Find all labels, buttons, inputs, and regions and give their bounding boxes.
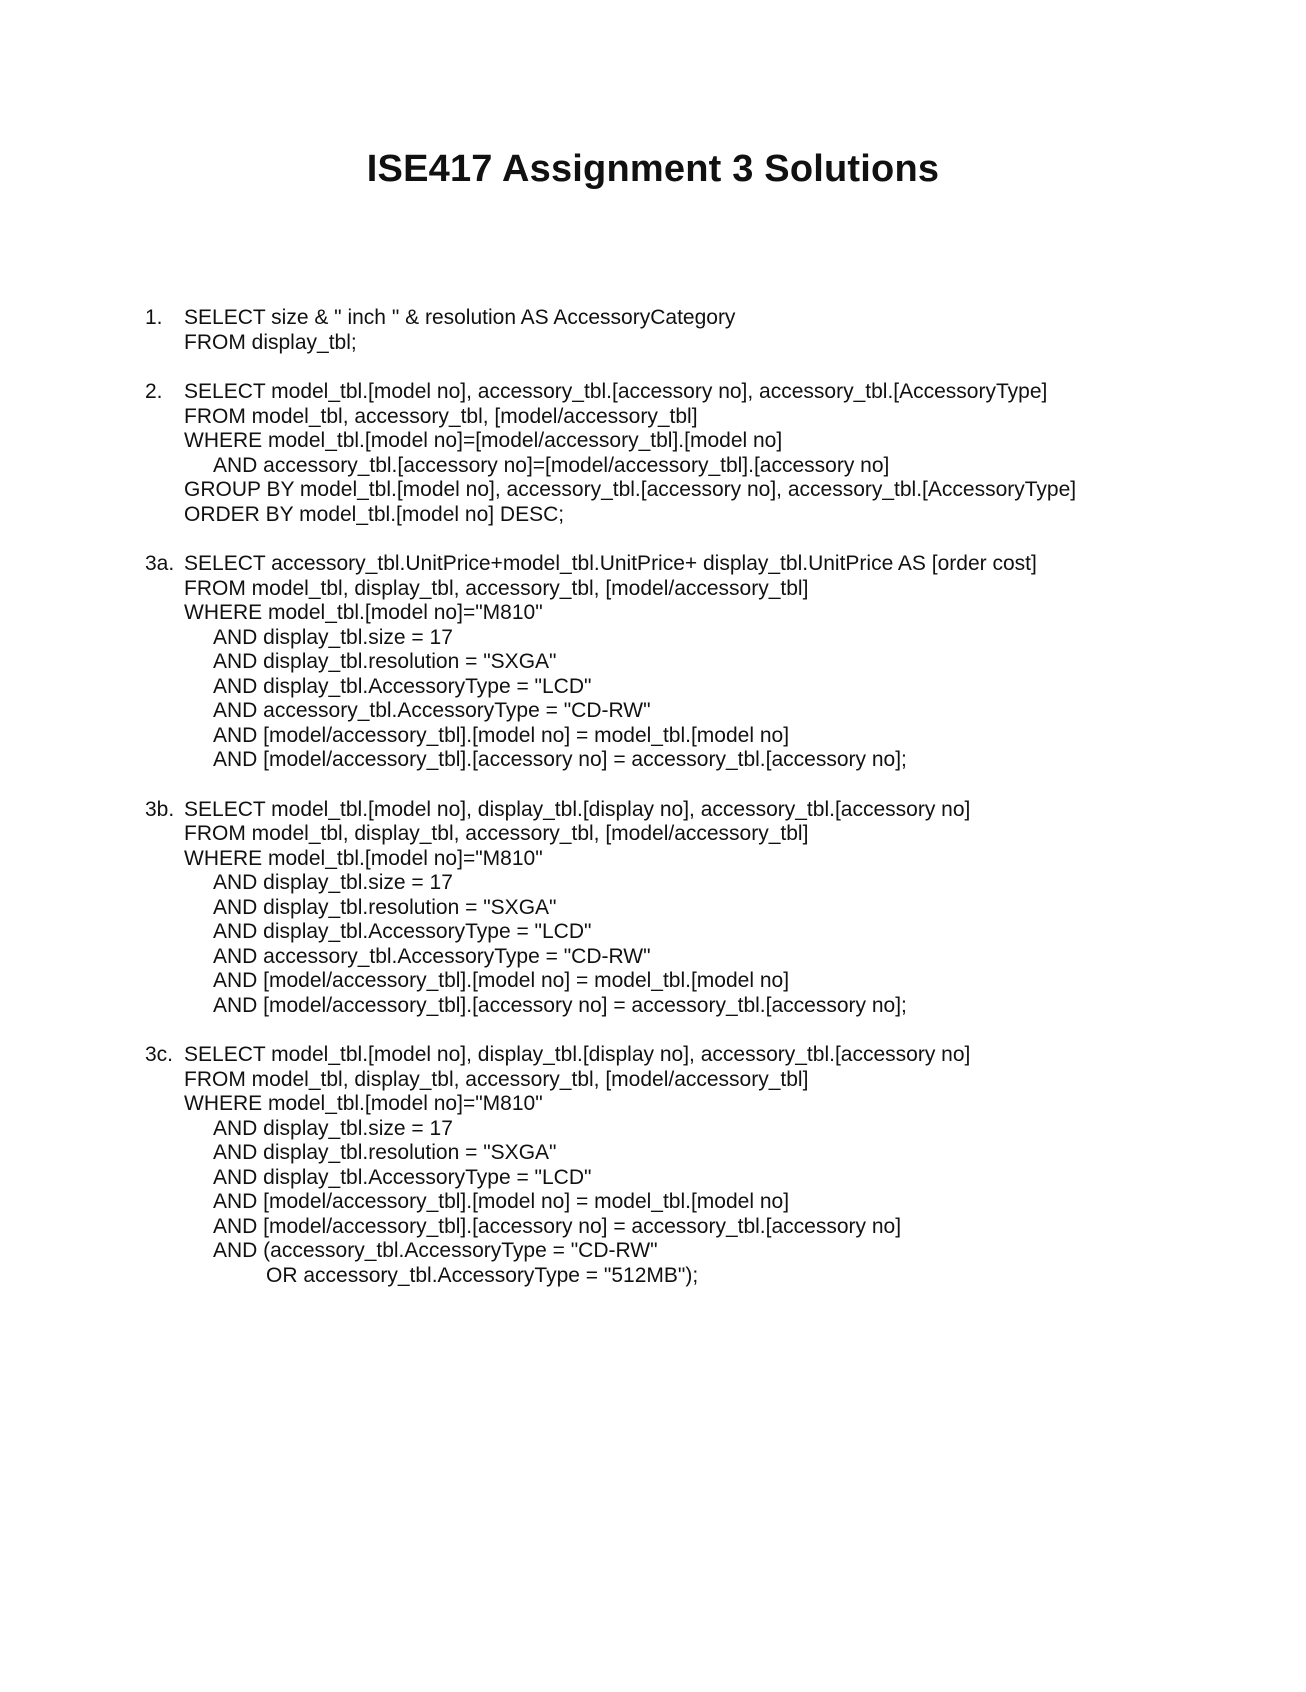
sql-line: OR accessory_tbl.AccessoryType = "512MB"); (266, 1263, 699, 1287)
sql-line: AND accessory_tbl.AccessoryType = "CD-RW" (213, 944, 651, 968)
sql-line: WHERE model_tbl.[model no]="M810" (184, 1092, 543, 1115)
solution-item (145, 798, 1265, 1019)
sql-line: AND [model/accessory_tbl].[model no] = model_tbl.[model no] (213, 1190, 790, 1213)
page-title: ISE417 Assignment 3 Solutions (366, 148, 940, 190)
sql-line: AND display_tbl.resolution = "SXGA" (213, 895, 557, 919)
sql-line: SELECT size & " inch " & resolution AS AccessoryCategory (184, 306, 736, 329)
solution-item (145, 552, 1265, 773)
sql-line: FROM model_tbl, display_tbl, accessory_tbl, [model/accessory_tbl] (184, 1067, 809, 1091)
sql-line: SELECT model_tbl.[model no], accessory_tbl.[accessory no], accessory_tbl.[AccessoryType] (184, 380, 1048, 403)
sql-query (184, 1043, 1265, 1288)
sql-line: FROM display_tbl; (184, 330, 357, 354)
sql-line: AND display_tbl.AccessoryType = "LCD" (213, 674, 592, 698)
sql-line: AND [model/accessory_tbl].[accessory no] = accessory_tbl.[accessory no]; (213, 993, 907, 1017)
sql-line: FROM model_tbl, display_tbl, accessory_tbl, [model/accessory_tbl] (184, 576, 809, 600)
sql-line: WHERE model_tbl.[model no]=[model/accessory_tbl].[model no] (184, 429, 783, 452)
sql-line: AND [model/accessory_tbl].[accessory no] = accessory_tbl.[accessory no]; (213, 748, 907, 771)
sql-line: WHERE model_tbl.[model no]="M810" (184, 846, 543, 870)
sql-line: AND (accessory_tbl.AccessoryType = "CD-RW" (213, 1239, 658, 1262)
solution-number: 3a. (145, 552, 175, 575)
solution-item (145, 380, 1265, 527)
sql-line: ORDER BY model_tbl.[model no] DESC; (184, 502, 565, 526)
solution-item (145, 1043, 1265, 1288)
sql-line: GROUP BY model_tbl.[model no], accessory_tbl.[accessory no], accessory_tbl.[AccessoryType] (184, 478, 1077, 501)
sql-line: AND display_tbl.size = 17 (213, 625, 453, 649)
sql-line: SELECT model_tbl.[model no], display_tbl.[display no], accessory_tbl.[accessory no] (184, 797, 971, 821)
sql-line: AND display_tbl.resolution = "SXGA" (213, 650, 557, 673)
solution-item (145, 306, 1265, 355)
sql-line: FROM model_tbl, accessory_tbl, [model/accessory_tbl] (184, 404, 698, 428)
sql-query (184, 380, 1265, 527)
sql-line: WHERE model_tbl.[model no]="M810" (184, 601, 543, 624)
sql-line: SELECT model_tbl.[model no], display_tbl.[display no], accessory_tbl.[accessory no] (184, 1043, 971, 1066)
sql-query (184, 306, 1265, 355)
sql-line: AND [model/accessory_tbl].[model no] = model_tbl.[model no] (213, 723, 790, 747)
sql-line: AND accessory_tbl.AccessoryType = "CD-RW" (213, 699, 651, 722)
sql-line: AND display_tbl.size = 17 (213, 871, 453, 894)
sql-line: FROM model_tbl, display_tbl, accessory_tbl, [model/accessory_tbl] (184, 822, 809, 845)
sql-line: AND accessory_tbl.[accessory no]=[model/accessory_tbl].[accessory no] (213, 453, 890, 477)
sql-query (184, 552, 1265, 773)
solution-number: 3b. (145, 797, 175, 821)
solutions-list (145, 306, 1265, 1313)
sql-line: AND display_tbl.AccessoryType = "LCD" (213, 920, 592, 943)
sql-line: AND [model/accessory_tbl].[model no] = model_tbl.[model no] (213, 969, 790, 992)
sql-line: AND display_tbl.size = 17 (213, 1116, 453, 1140)
solution-number: 2. (145, 380, 163, 403)
solution-number: 1. (145, 306, 163, 329)
sql-query (184, 798, 1265, 1019)
sql-line: SELECT accessory_tbl.UnitPrice+model_tbl.UnitPrice+ display_tbl.UnitPrice AS [order cost] (184, 552, 1037, 575)
sql-line: AND [model/accessory_tbl].[accessory no] = accessory_tbl.[accessory no] (213, 1214, 902, 1238)
solution-number: 3c. (145, 1043, 174, 1066)
sql-line: AND display_tbl.resolution = "SXGA" (213, 1141, 557, 1164)
sql-line: AND display_tbl.AccessoryType = "LCD" (213, 1165, 592, 1189)
